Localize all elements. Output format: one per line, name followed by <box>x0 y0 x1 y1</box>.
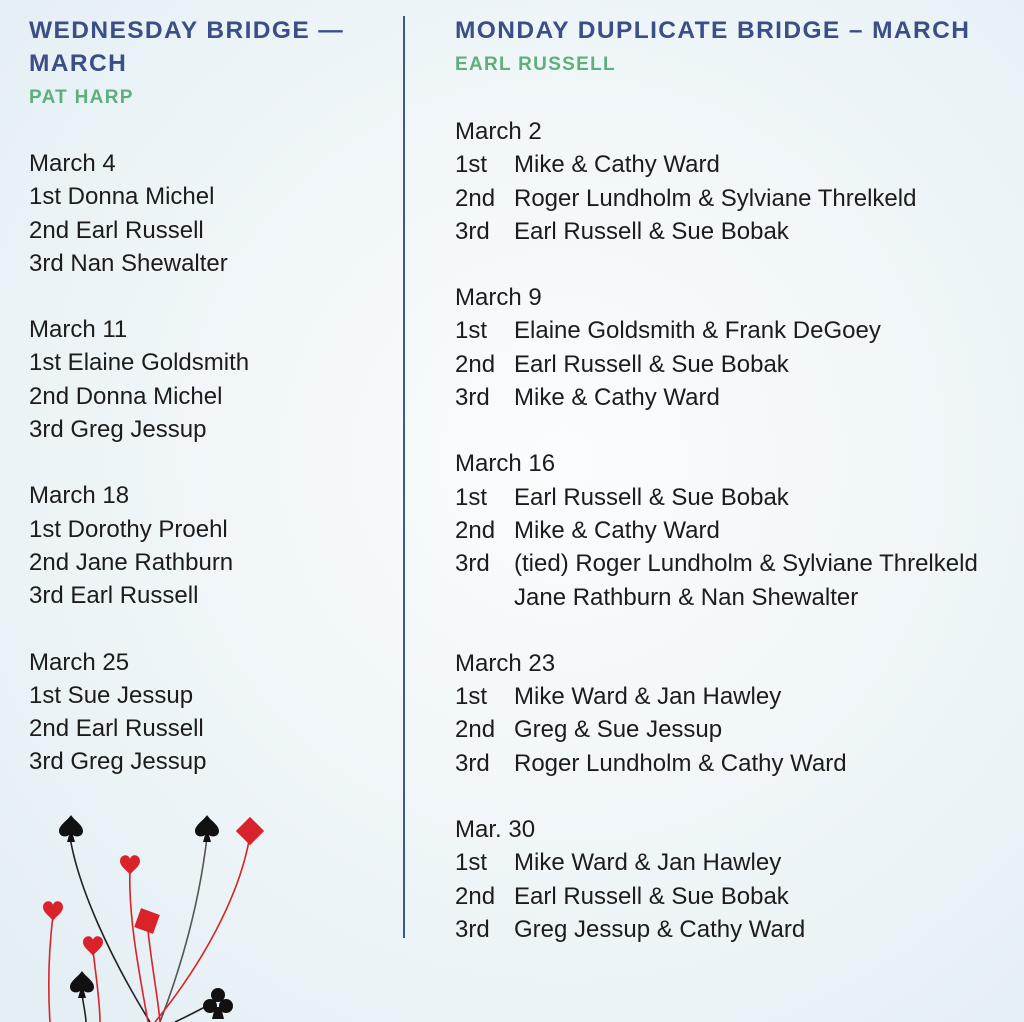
result-names: Elaine Goldsmith & Frank DeGoey <box>514 317 881 345</box>
result-names: Earl Russell & Sue Bobak <box>514 882 789 910</box>
monday-section <box>455 14 1015 979</box>
result-line: 2nd Donna Michel <box>29 382 223 410</box>
result-names: Mike & Cathy Ward <box>514 516 720 544</box>
result-names <box>514 547 978 614</box>
column-divider <box>403 16 405 938</box>
diamond-icon <box>134 908 160 934</box>
result-row <box>455 880 1015 913</box>
result-row <box>455 913 1015 946</box>
event-date: March 11 <box>29 316 128 344</box>
monday-event <box>455 447 1015 613</box>
event-date: March 25 <box>29 648 130 676</box>
result-names: Greg Jessup & Cathy Ward <box>514 915 806 943</box>
result-names-line: (tied) Roger Lundholm & Sylviane Threlkeld <box>514 550 978 578</box>
result-place: 2nd <box>455 882 496 910</box>
spade-icon <box>59 815 83 842</box>
result-line: 1st Donna Michel <box>29 183 215 211</box>
result-names: Mike Ward & Jan Hawley <box>514 683 782 711</box>
event-date: Mar. 30 <box>455 816 536 844</box>
result-place: 3rd <box>455 749 490 777</box>
result-place: 1st <box>455 317 488 345</box>
result-line: 1st Sue Jessup <box>29 681 194 709</box>
result-place: 2nd <box>455 350 496 378</box>
result-place: 3rd <box>455 915 490 943</box>
event-date: March 9 <box>455 284 542 312</box>
wednesday-event <box>29 313 384 446</box>
result-row <box>455 747 1015 780</box>
result-line: 1st Elaine Goldsmith <box>29 349 250 377</box>
spade-icon <box>70 971 94 998</box>
result-line: 3rd Earl Russell <box>29 582 199 610</box>
result-place: 1st <box>455 849 488 877</box>
result-place: 1st <box>455 151 488 179</box>
wednesday-event <box>29 479 384 612</box>
monday-event <box>455 115 1015 248</box>
result-line: 2nd Earl Russell <box>29 715 204 743</box>
monday-event <box>455 813 1015 946</box>
event-date: March 2 <box>455 118 542 145</box>
result-names: Mike & Cathy Ward <box>514 384 720 412</box>
result-names: Greg & Sue Jessup <box>514 716 723 744</box>
result-row <box>455 481 1015 514</box>
heart-icon <box>43 901 63 921</box>
result-place: 1st <box>455 683 488 711</box>
result-row <box>455 314 1015 347</box>
wednesday-director: PAT HARP <box>29 87 134 108</box>
wednesday-section <box>29 14 384 812</box>
event-date: March 4 <box>29 150 116 177</box>
wednesday-event <box>29 646 384 779</box>
result-names: Earl Russell & Sue Bobak <box>514 483 789 511</box>
result-row <box>455 547 1015 614</box>
result-place: 2nd <box>455 184 496 212</box>
card-suits-illustration <box>0 807 300 1022</box>
result-line: 3rd Nan Shewalter <box>29 249 228 277</box>
result-names: Mike Ward & Jan Hawley <box>514 849 782 877</box>
result-place: 2nd <box>455 716 496 744</box>
event-date: March 18 <box>29 482 130 510</box>
result-place: 2nd <box>455 516 496 544</box>
monday-director: EARL RUSSELL <box>455 54 616 75</box>
result-row <box>455 148 1015 181</box>
monday-title: MONDAY DUPLICATE BRIDGE – MARCH <box>455 17 971 44</box>
result-row <box>455 846 1015 879</box>
result-row <box>455 713 1015 746</box>
result-row <box>455 514 1015 547</box>
result-names: Earl Russell & Sue Bobak <box>514 350 789 378</box>
result-line: 3rd Greg Jessup <box>29 416 207 444</box>
result-place: 1st <box>455 483 488 511</box>
monday-event <box>455 647 1015 780</box>
heart-icon <box>120 855 140 875</box>
result-line: 1st Dorothy Proehl <box>29 515 228 543</box>
result-names: Roger Lundholm & Sylviane Threlkeld <box>514 184 917 212</box>
wednesday-event <box>29 147 384 280</box>
result-row <box>455 381 1015 414</box>
result-line: 2nd Earl Russell <box>29 216 204 244</box>
diamond-icon <box>236 817 264 845</box>
result-place: 3rd <box>455 550 490 578</box>
result-names-line: Jane Rathburn & Nan Shewalter <box>514 583 859 611</box>
result-place: 3rd <box>455 384 490 412</box>
result-line: 2nd Jane Rathburn <box>29 548 234 576</box>
result-names: Roger Lundholm & Cathy Ward <box>514 749 847 777</box>
result-row <box>455 348 1015 381</box>
result-row <box>455 182 1015 215</box>
result-names: Earl Russell & Sue Bobak <box>514 217 789 245</box>
event-date: March 23 <box>455 649 556 677</box>
result-place: 3rd <box>455 217 490 245</box>
result-line: 3rd Greg Jessup <box>29 748 207 776</box>
result-row <box>455 680 1015 713</box>
result-row <box>455 215 1015 248</box>
spade-icon <box>195 815 219 842</box>
club-icon <box>203 988 233 1019</box>
heart-icon <box>83 936 103 956</box>
wednesday-title: WEDNESDAY BRIDGE — MARCH <box>29 17 345 77</box>
event-date: March 16 <box>455 450 556 478</box>
result-names: Mike & Cathy Ward <box>514 151 720 179</box>
monday-event <box>455 281 1015 414</box>
